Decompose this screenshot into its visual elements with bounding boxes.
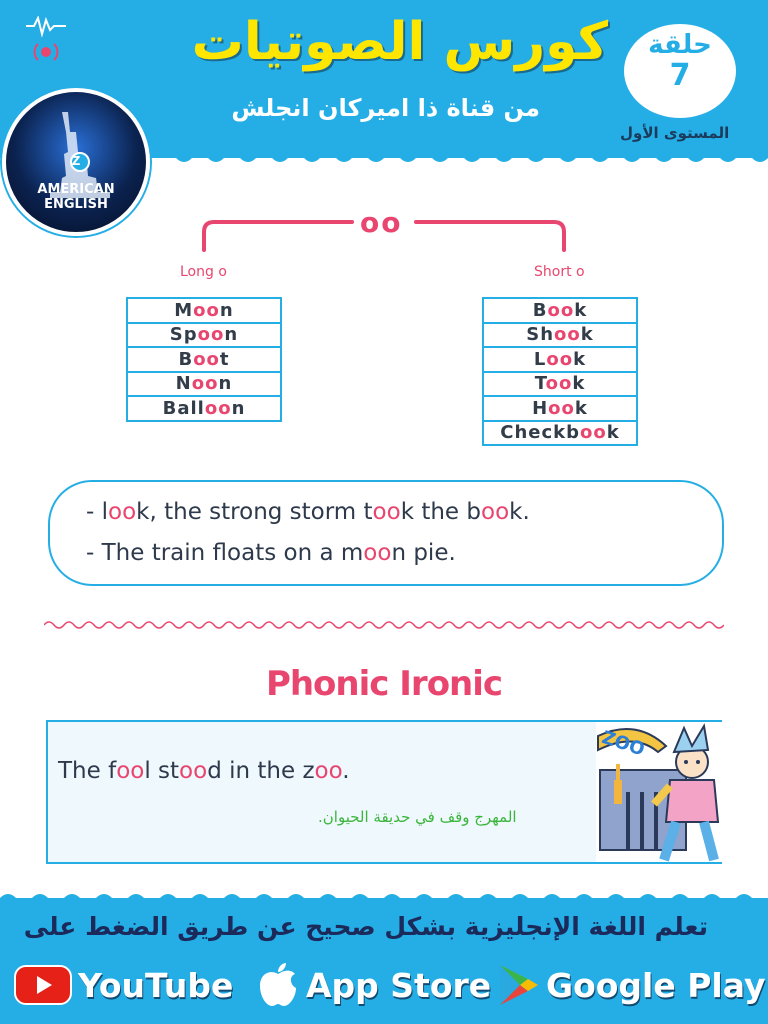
word-cell: Book <box>483 298 637 323</box>
level-label: المستوى الأول <box>620 124 730 142</box>
word-row <box>483 323 637 348</box>
long-o-label: Long o <box>180 264 227 280</box>
word-cell: Checkbook <box>483 421 637 446</box>
word-cell: Shook <box>483 323 637 348</box>
episode-label: حلقة <box>648 30 712 60</box>
word-row <box>483 298 637 323</box>
word-cell: Moon <box>127 298 281 323</box>
app-store-label: App Store <box>306 965 492 1005</box>
example-sentence-2: - The train floats on a moon pie. <box>86 540 456 566</box>
word-cell: Took <box>483 372 637 397</box>
course-title: كورس الصوتيات <box>191 12 608 72</box>
word-row <box>127 323 281 348</box>
word-cell: Look <box>483 347 637 372</box>
episode-badge <box>624 24 736 118</box>
ironic-sentence: The fool stood in the zoo. <box>58 758 350 784</box>
word-row <box>483 421 637 446</box>
word-cell: Boot <box>127 347 281 372</box>
logo-letter: Z <box>71 154 81 168</box>
word-row <box>127 372 281 397</box>
pulse-signal-icon <box>26 16 66 68</box>
footer-cta: تعلم اللغة الإنجليزية بشكل صحيح عن طريق الضغط على <box>23 912 708 941</box>
clown-zoo-icon <box>596 722 722 862</box>
short-o-word-table <box>482 297 638 446</box>
word-cell: Balloon <box>127 396 281 421</box>
word-row <box>483 396 637 421</box>
example-sentence-1: - look, the strong storm took the book. <box>86 499 530 525</box>
word-cell: Noon <box>127 372 281 397</box>
word-row <box>127 298 281 323</box>
youtube-label: YouTube <box>78 965 234 1005</box>
oo-center-label: oo <box>360 206 403 239</box>
example-sentences-box <box>48 480 724 586</box>
long-o-word-table <box>126 297 282 422</box>
apple-icon <box>256 962 300 1008</box>
word-row <box>127 347 281 372</box>
app-store-button[interactable] <box>256 962 491 1008</box>
logo-line-1: AMERICAN <box>37 182 115 197</box>
youtube-button[interactable] <box>14 962 233 1008</box>
episode-number: 7 <box>669 58 691 93</box>
phonic-ironic-box <box>46 720 722 864</box>
short-o-label: Short o <box>534 264 585 280</box>
phonic-ironic-title: Phonic Ironic <box>265 664 503 704</box>
clown-at-zoo-illustration <box>596 722 722 862</box>
ironic-translation: المهرج وقف في حديقة الحيوان. <box>318 808 517 826</box>
word-cell: Spoon <box>127 323 281 348</box>
google-play-icon <box>496 962 540 1008</box>
logo-line-2: ENGLISH <box>44 197 108 212</box>
google-play-button[interactable] <box>496 962 766 1008</box>
word-cell: Hook <box>483 396 637 421</box>
wavy-divider <box>44 618 724 632</box>
youtube-icon <box>14 965 72 1005</box>
word-row <box>127 396 281 421</box>
course-subtitle: من قناة ذا اميركان انجلش <box>231 94 540 122</box>
word-row <box>483 347 637 372</box>
google-play-label: Google Play <box>546 965 766 1005</box>
word-row <box>483 372 637 397</box>
zoo-sign-text: ZOO <box>599 726 648 761</box>
